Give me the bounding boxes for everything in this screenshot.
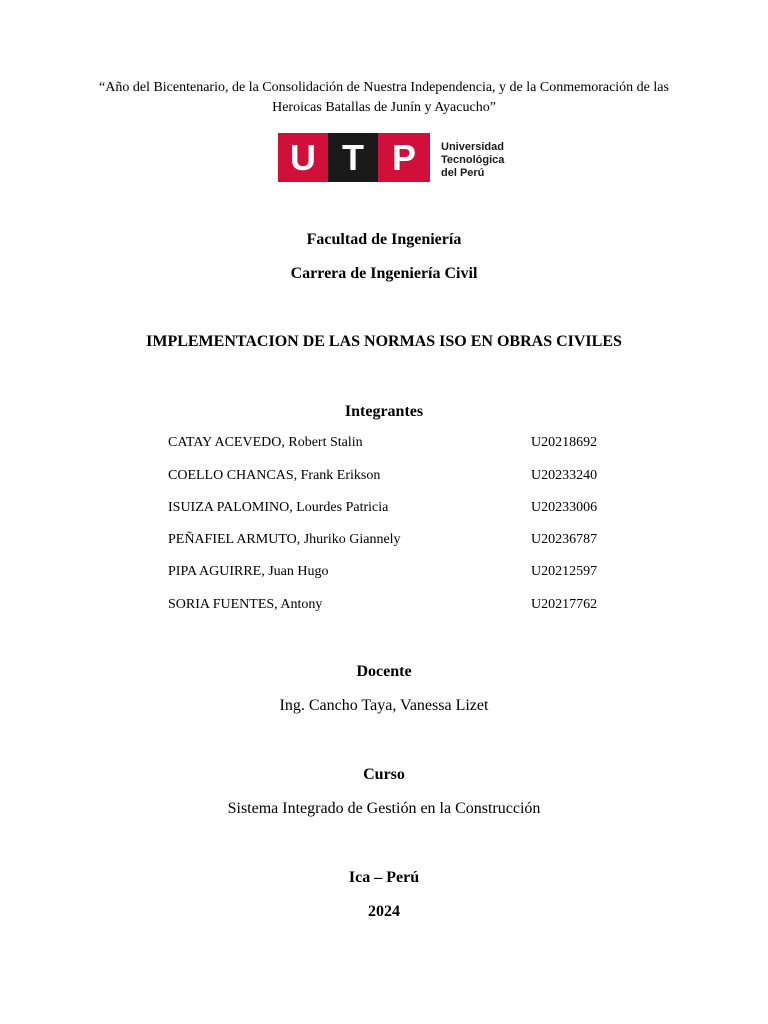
member-row bbox=[168, 597, 608, 615]
logo-text-line-2: Tecnológica bbox=[441, 154, 505, 166]
member-name: COELLO CHANCAS, Frank Erikson bbox=[168, 468, 381, 483]
member-row bbox=[168, 500, 608, 518]
career-heading: Carrera de Ingeniería Civil bbox=[290, 265, 478, 282]
teacher-heading: Docente bbox=[356, 663, 412, 680]
member-name: ISUIZA PALOMINO, Lourdes Patricia bbox=[168, 500, 389, 515]
document-title: IMPLEMENTACION DE LAS NORMAS ISO EN OBRAS CIVILES bbox=[146, 333, 622, 350]
logo-letter-t: T bbox=[342, 137, 364, 178]
member-row bbox=[168, 532, 608, 550]
member-name: SORIA FUENTES, Antony bbox=[168, 597, 323, 612]
member-name: PIPA AGUIRRE, Juan Hugo bbox=[168, 564, 329, 579]
member-code: U20218692 bbox=[531, 435, 598, 450]
course-name: Sistema Integrado de Gestión en la Construcción bbox=[227, 800, 541, 817]
member-row bbox=[168, 564, 608, 582]
member-name: PEÑAFIEL ARMUTO, Jhuriko Giannely bbox=[168, 532, 401, 547]
member-name: CATAY ACEVEDO, Robert Stalin bbox=[168, 435, 363, 450]
logo-letter-u: U bbox=[290, 137, 316, 178]
member-code: U20217762 bbox=[531, 597, 598, 612]
year-text: 2024 bbox=[368, 903, 400, 920]
faculty-heading: Facultad de Ingeniería bbox=[306, 231, 462, 248]
teacher-name: Ing. Cancho Taya, Vanessa Lizet bbox=[279, 697, 489, 714]
member-row bbox=[168, 468, 608, 486]
member-code: U20233006 bbox=[531, 500, 598, 515]
motto-text: “Año del Bicentenario, de la Consolidación de Nuestra Independencia, y de la Conmemoración de las Heroicas Batallas de Junín y Ayacucho” bbox=[99, 80, 669, 115]
logo-text-line-3: del Perú bbox=[441, 167, 485, 179]
member-row bbox=[168, 435, 608, 453]
utp-logo bbox=[278, 133, 512, 182]
place-text: Ica – Perú bbox=[348, 869, 420, 886]
course-heading: Curso bbox=[363, 766, 405, 783]
members-heading: Integrantes bbox=[344, 403, 424, 420]
logo-text-line-1: Universidad bbox=[441, 141, 504, 153]
member-code: U20233240 bbox=[531, 468, 598, 483]
member-code: U20236787 bbox=[531, 532, 598, 547]
member-code: U20212597 bbox=[531, 564, 598, 579]
logo-letter-p: P bbox=[391, 137, 417, 178]
